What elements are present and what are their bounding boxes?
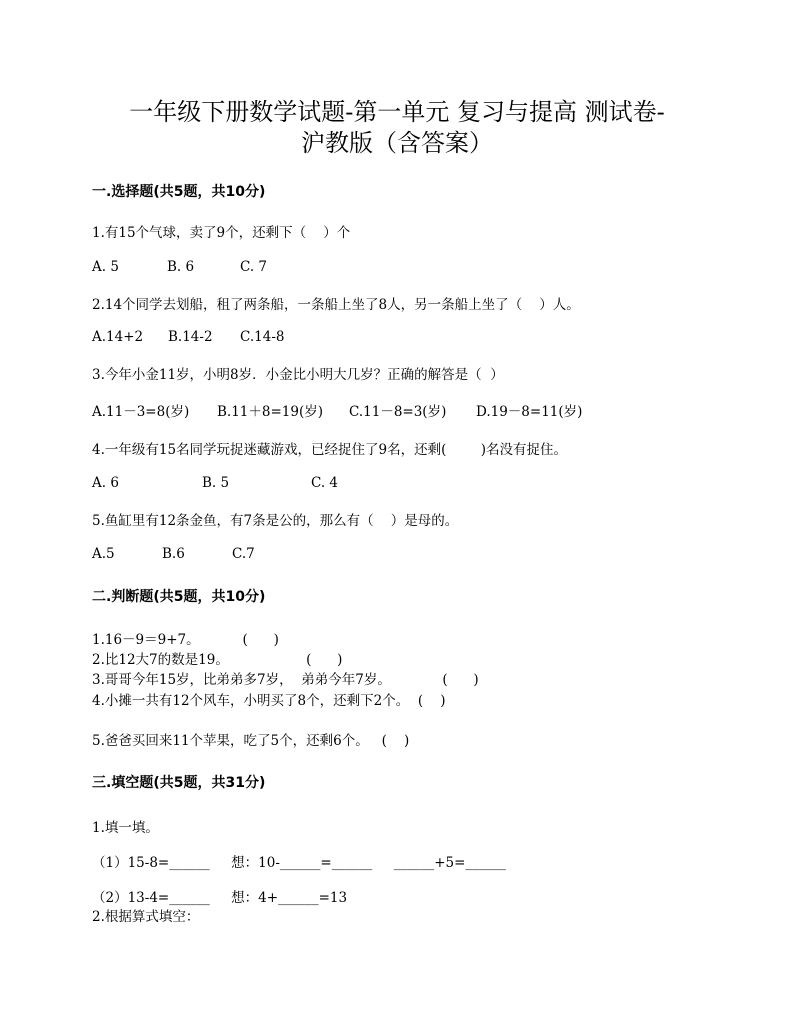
q5-option-c: C.7 (232, 546, 255, 562)
q1-option-c: C. 7 (240, 259, 268, 275)
judge-item-5: 5.爸爸买回来11个苹果，吃了5个，还剩6个。 ( ) (92, 733, 410, 749)
q2-option-b: B.14-2 (168, 329, 213, 345)
document-title-line1: 一年级下册数学试题-第一单元 复习与提高 测试卷- (129, 98, 665, 126)
question-3: 3.今年小金11岁，小明8岁．小金比小明大几岁？正确的解答是（ ） (92, 367, 504, 383)
q3-option-a: A.11－3=8(岁) (92, 404, 190, 420)
judge-item-4: 4.小摊一共有12个风车，小明买了8个，还剩下2个。 ( ) (92, 693, 446, 709)
q5-option-b: B.6 (162, 546, 185, 562)
section1-heading: 一.选择题(共5题，共10分) (92, 184, 266, 200)
q4-option-c: C. 4 (311, 475, 339, 491)
document-title-line2: 沪教版（含答案） (301, 129, 493, 157)
q1-option-b: B. 6 (167, 259, 195, 275)
judge-item-2: 2.比12大7的数是19。 ( ) (92, 652, 343, 668)
q5-option-a: A.5 (92, 546, 115, 562)
judge-item-1: 1.16－9＝9+7。 ( ) (92, 632, 279, 648)
fill-item-1-part1: （1）15-8=______ 想：10-______=______ ______+5=______ (92, 855, 506, 871)
q3-option-b: B.11＋8=19(岁) (217, 404, 324, 420)
q4-option-a: A. 6 (92, 475, 119, 491)
q1-option-a: A. 5 (92, 259, 119, 275)
q4-option-b: B. 5 (202, 475, 230, 491)
question-2: 2.14个同学去划船，租了两条船，一条船上坐了8人，另一条船上坐了（ ）人。 (92, 297, 580, 313)
fill-item-2: 2.根据算式填空： (92, 909, 200, 925)
fill-item-1-part2: （2）13-4=______ 想：4+______=13 (92, 890, 348, 906)
q3-option-c: C.11－8=3(岁) (349, 404, 447, 420)
judge-item-3: 3.哥哥今年15岁，比弟弟多7岁， 弟弟今年7岁。 ( ) (92, 672, 479, 688)
section2-heading: 二.判断题(共5题，共10分) (92, 589, 266, 605)
question-5: 5.鱼缸里有12条金鱼，有7条是公的，那么有（ ）是母的。 (92, 513, 459, 529)
question-4: 4.一年级有15名同学玩捉迷藏游戏，已经捉住了9名，还剩( )名没有捉住。 (92, 442, 568, 458)
q3-option-d: D.19－8=11(岁) (476, 404, 583, 420)
q2-option-a: A.14+2 (92, 329, 144, 345)
question-1: 1.有15个气球，卖了9个，还剩下（ ）个 (92, 225, 351, 241)
q2-option-c: C.14-8 (240, 329, 285, 345)
fill-item-1: 1.填一填。 (92, 820, 159, 836)
section3-heading: 三.填空题(共5题，共31分) (92, 775, 266, 791)
